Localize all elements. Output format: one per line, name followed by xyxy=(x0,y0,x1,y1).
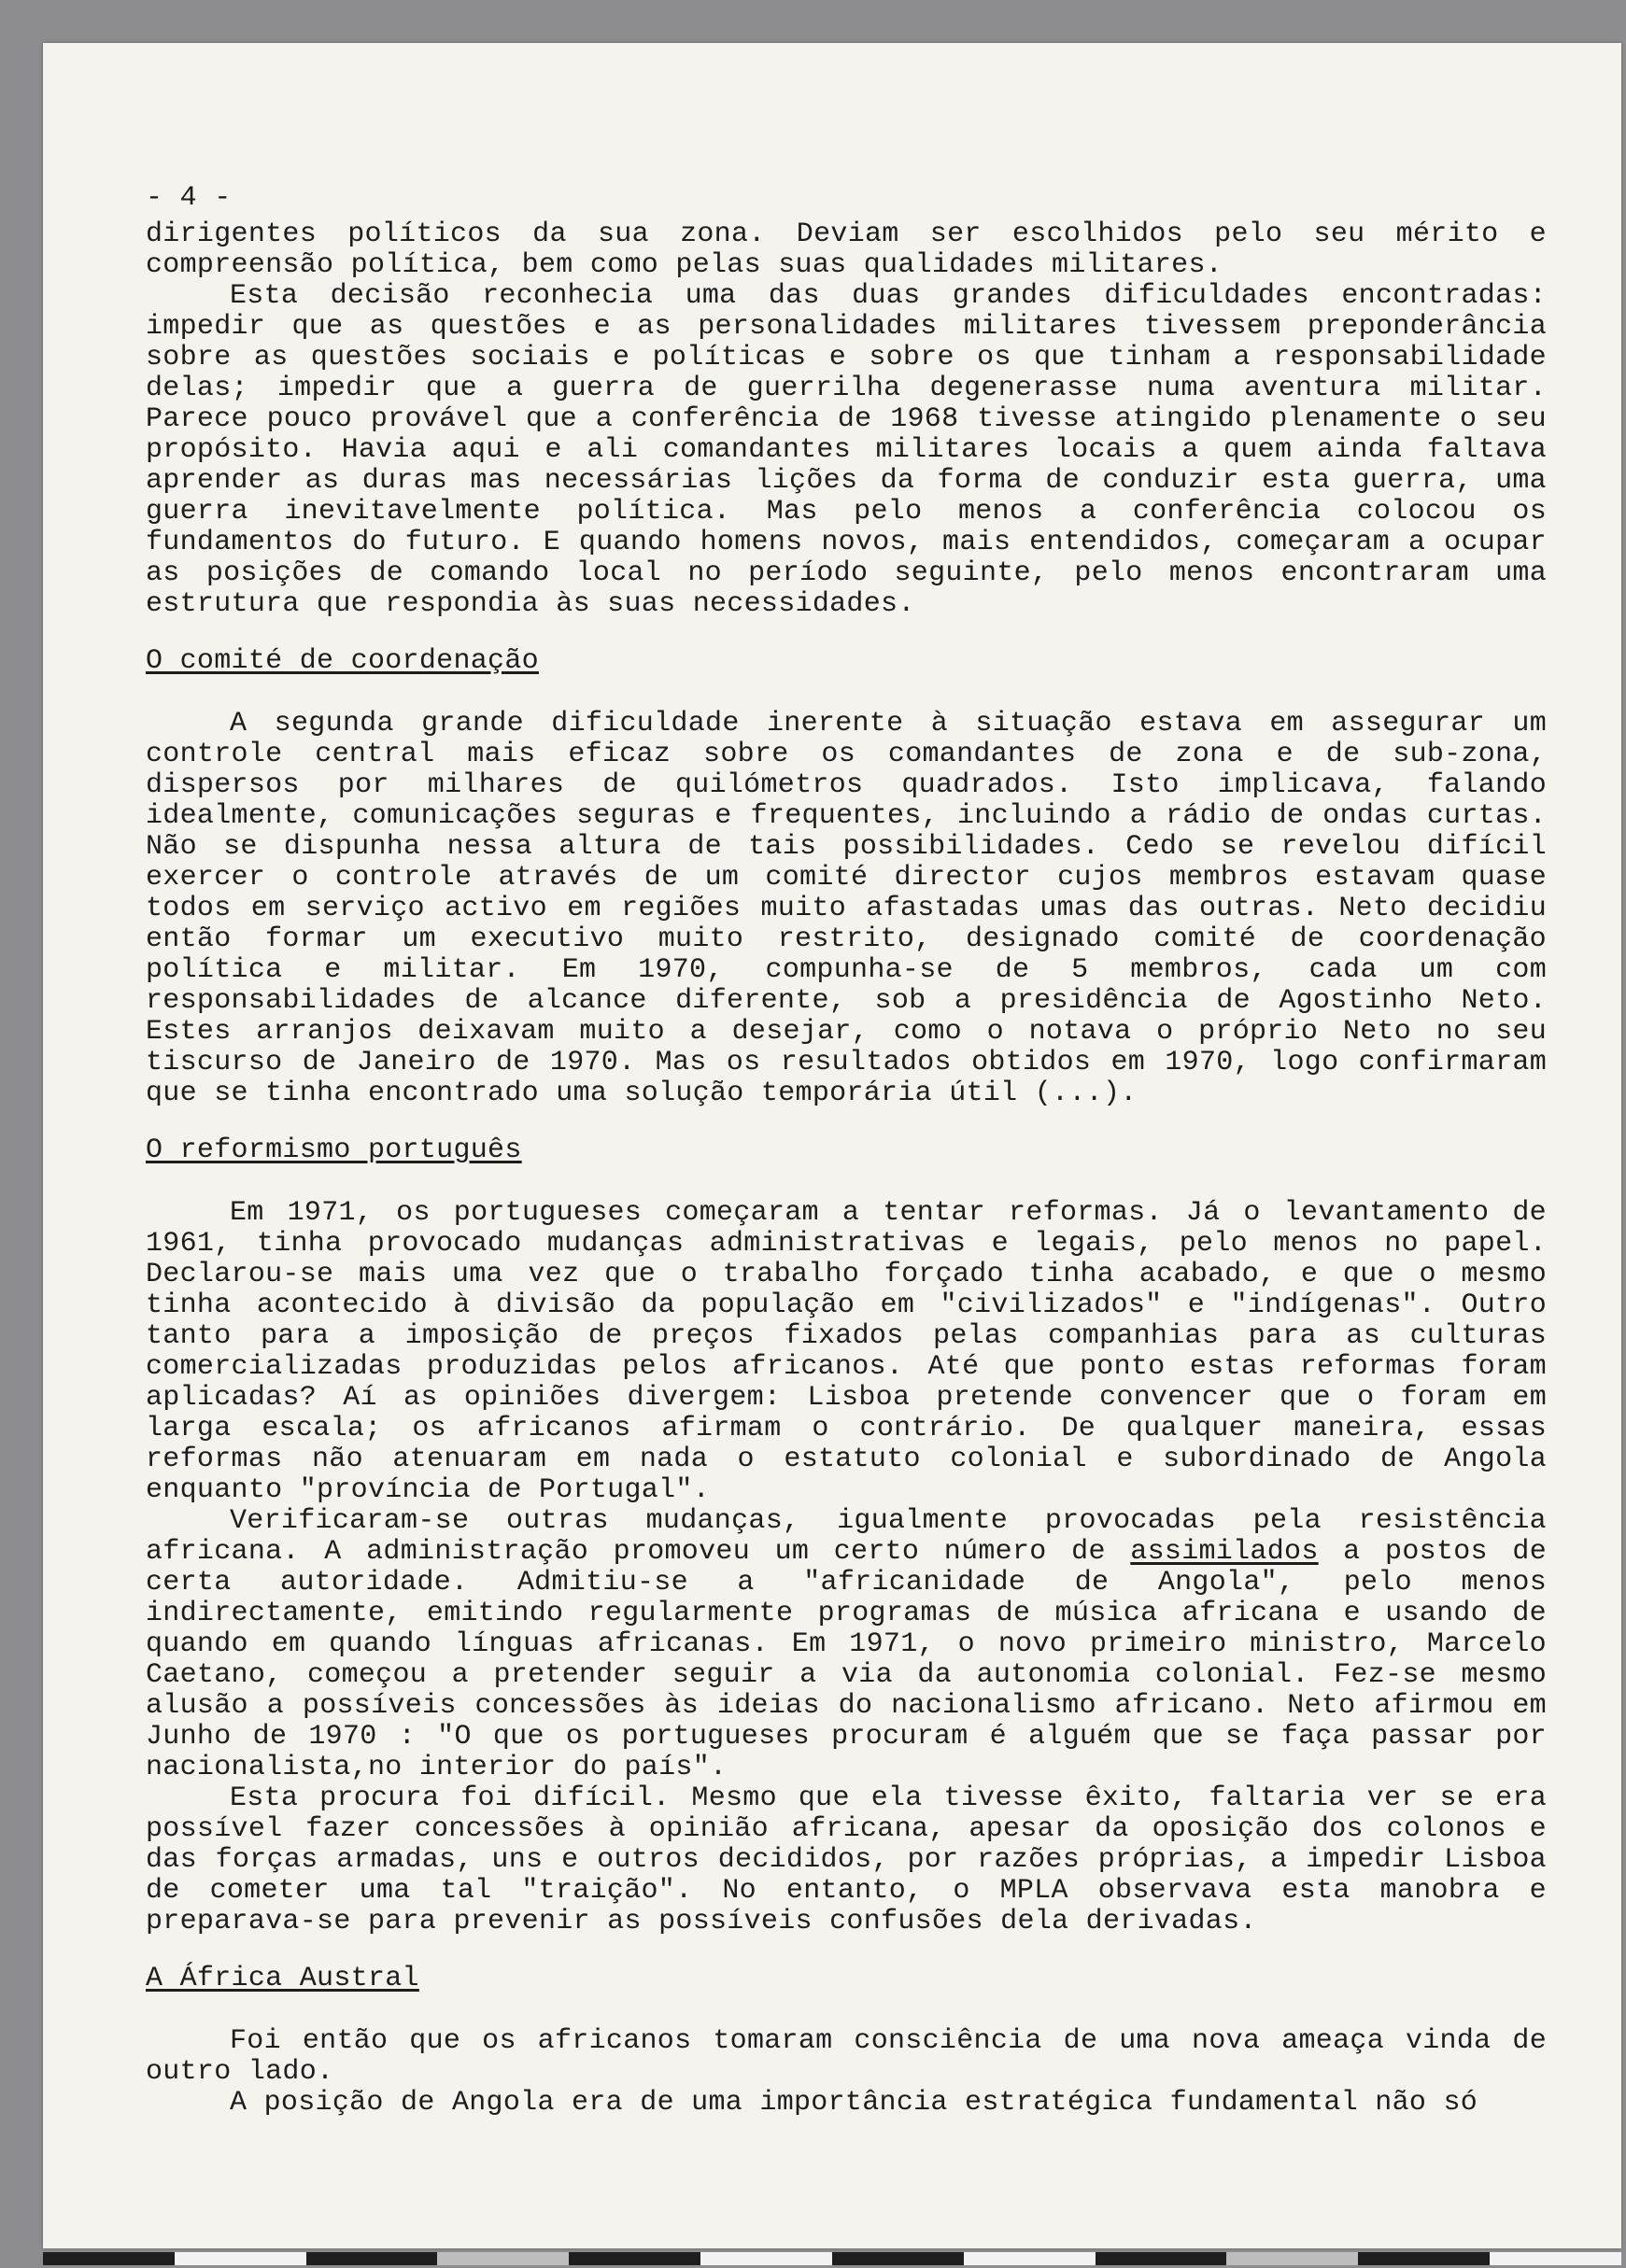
page-number: - 4 - xyxy=(146,182,232,214)
paragraph-1: dirigentes políticos da sua zona. Deviam ser escolhidos pelo seu mérito e compreensão política, bem como pelas suas qualidades militares. xyxy=(146,218,1547,281)
document-page xyxy=(43,43,1621,2248)
section-heading-reformismo: O reformismo português xyxy=(146,1134,522,1166)
paragraph-4: Em 1971, os portugueses começaram a tentar reformas. Já o levantamento de 1961, tinha provocado mudanças administrativas e legais, pelo menos no papel. Declarou-se mais uma vez que o trabalho forçado tinha acabado, e que o mesmo tinha acontecido à divisão da população em "civilizados" e "indígenas". Outro tanto para a imposição de preços fixados pelas companhias para as culturas comercializadas produzidas pelos africanos. Até que ponto estas reformas foram aplicadas? Aí as opiniões divergem: Lisboa pretende convencer que o foram em larga escala; os africanos afirmam o contrário. De qualquer maneira, essas reformas não atenuaram em nada o estatuto colonial e subordinado de Angola enquanto "província de Portugal". xyxy=(146,1197,1547,1506)
paragraph-7: Foi então que os africanos tomaram consciência de uma nova ameaça vinda de outro lado. xyxy=(146,2025,1547,2088)
paragraph-2: Esta decisão reconhecia uma das duas grandes dificuldades encontradas: impedir que as questões e as personalidades militares tivessem preponderância sobre as questões sociais e políticas e sobre os que tinham a responsabilidade delas; impedir que a guerra de guerrilha degenerasse numa aventura militar. Parece pouco provável que a conferência de 1968 tivesse atingido plenamente o seu propósito. Havia aqui e ali comandantes militares locais a quem ainda faltava aprender as duras mas necessárias lições da forma de conduzir esta guerra, uma guerra inevitavelmente política. Mas pelo menos a conferência colocou os fundamentos do futuro. E quando homens novos, mais entendidos, começaram a ocupar as posições de comando local no período seguinte, pelo menos encontraram uma estrutura que respondia às suas necessidades. xyxy=(146,280,1547,620)
paragraph-5 xyxy=(146,1506,1547,1783)
paragraph-8: A posição de Angola era de uma importância estratégica fundamental não só xyxy=(230,2087,1478,2119)
section-heading-comite: O comité de coordenação xyxy=(146,645,539,677)
underlined-term: assimilados xyxy=(1130,1536,1319,1568)
section-heading-africa-austral: A África Austral xyxy=(146,1963,419,1994)
color-calibration-strip xyxy=(43,2252,1621,2265)
paragraph-3: A segunda grande dificuldade inerente à situação estava em assegurar um controle central mais eficaz sobre os comandantes de zona e de sub-zona, dispersos por milhares de quilómetros quadrados. Isto implicava, falando idealmente, comunicações seguras e frequentes, incluindo a rádio de ondas curtas. Não se dispunha nessa altura de tais possibilidades. Cedo se revelou difícil exercer o controle através de um comité director cujos membros estavam quase todos em serviço activo em regiões muito afastadas umas das outras. Neto decidiu então formar um executivo muito restrito, designado comité de coordenação política e militar. Em 1970, compunha-se de 5 membros, cada um com responsabilidades de alcance diferente, sob a presidência de Agostinho Neto. Estes arranjos deixavam muito a desejar, como o notava o próprio Neto no seu tiscurso de Janeiro de 1970. Mas os resultados obtidos em 1970, logo confirmaram que se tinha encontrado uma solução temporária útil (...). xyxy=(146,708,1547,1109)
paragraph-6: Esta procura foi difícil. Mesmo que ela tivesse êxito, faltaria ver se era possível fazer concessões à opinião africana, apesar da oposição dos colonos e das forças armadas, uns e outros decididos, por razões próprias, a impedir Lisboa de cometer uma tal "traição". No entanto, o MPLA observava esta manobra e preparava-se para prevenir as possíveis confusões dela derivadas. xyxy=(146,1782,1547,1937)
paragraph-5-part-2: a postos de certa autoridade. Admitiu-se a "africanidade de Angola", pelo menos indirectamente, emitindo regularmente programas de música africana e usando de quando em quando línguas africanas. Em 1971, o novo primeiro ministro, Marcelo Caetano, começou a pretender seguir a via da autonomia colonial. Fez-se mesmo alusão a possíveis concessões às ideias do nacionalismo africano. Neto afirmou em Junho de 1970 : "O que os portugueses procuram é alguém que se faça passar por nacionalista,no interior do país". xyxy=(146,1536,1548,1783)
page-content xyxy=(146,183,1547,2119)
paragraph-5-part-1: Verificaram-se outras mudanças, igualmente provocadas pela resistência africana. A administração promoveu um certo número de xyxy=(146,1505,1547,1568)
